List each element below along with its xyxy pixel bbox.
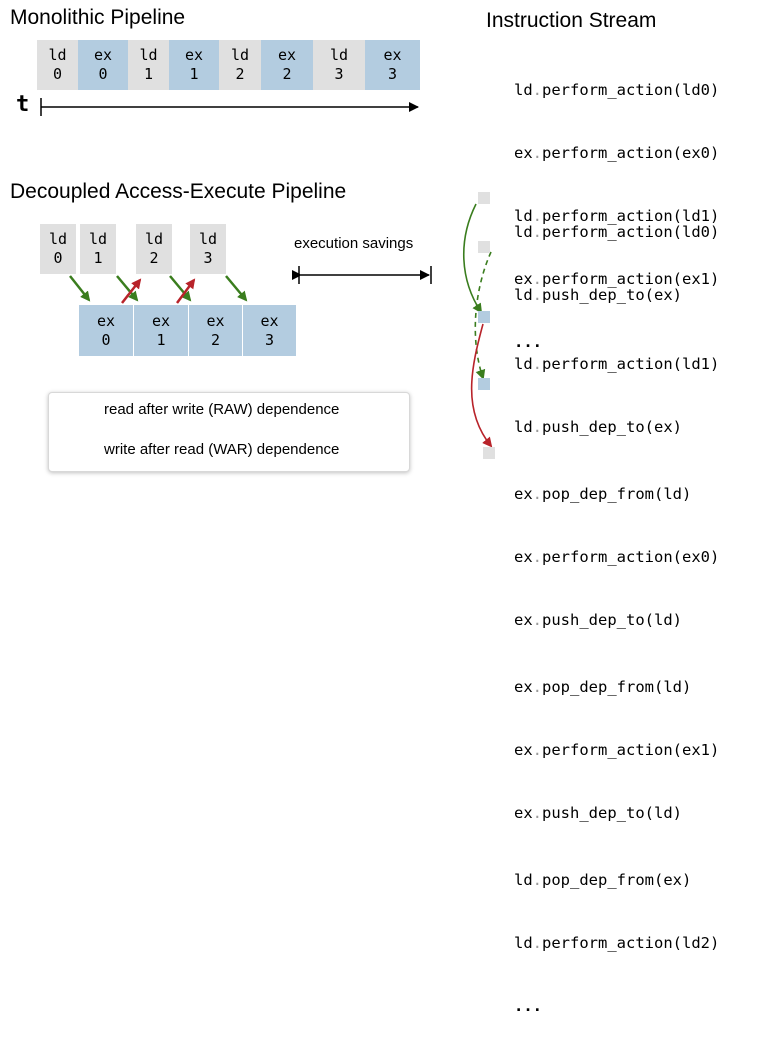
monolithic-title: Monolithic Pipeline [10, 6, 186, 29]
stream-line: ex.perform_action(ex0) [514, 548, 720, 566]
mono-block-ld3: ld 3 [313, 40, 365, 90]
stream-line: ld.push_dep_to(ex) [514, 286, 682, 304]
dae-block-ld0: ld 0 [40, 224, 76, 274]
mono-block-ex2: ex 2 [261, 40, 313, 90]
mono-block-ld2: ld 2 [219, 40, 261, 90]
decoupled-title: Decoupled Access-Execute Pipeline [10, 180, 347, 203]
execution-savings-label: execution savings [294, 235, 414, 252]
stream-ellipsis: ... [514, 333, 542, 351]
stream-marker-ld [478, 192, 490, 204]
execution-savings-arrow [299, 266, 431, 284]
mono-block-ex1: ex 1 [169, 40, 219, 90]
stream-marker-ld [483, 447, 495, 459]
stream-line: ex.push_dep_to(ld) [514, 804, 682, 822]
stream-line: ex.perform_action(ex0) [514, 144, 720, 162]
stream-line: ld.perform_action(ld0) [514, 81, 720, 99]
stream-line: ex.pop_dep_from(ld) [514, 485, 692, 503]
instruction-stream-decoupled [514, 180, 719, 1038]
mono-block-ex3: ex 3 [365, 40, 420, 90]
time-axis-arrow [41, 98, 418, 116]
stream-line: ld.pop_dep_from(ex) [514, 871, 692, 889]
legend-war-label: write after read (WAR) dependence [104, 441, 340, 458]
mono-block-ld1: ld 1 [128, 40, 169, 90]
dae-block-ld3: ld 3 [190, 224, 226, 274]
stream-line: ex.push_dep_to(ld) [514, 611, 682, 629]
dae-block-ld2: ld 2 [136, 224, 172, 274]
stream-line: ld.perform_action(ld1) [514, 355, 720, 373]
mono-block-ld0: ld 0 [37, 40, 78, 90]
stream-ellipsis: ... [514, 997, 542, 1015]
stream-line: ld.perform_action(ld1) [514, 207, 720, 225]
raw-dependence-arrows [70, 276, 246, 300]
stream-line: ld.perform_action(ld2) [514, 934, 720, 952]
stream-line: ld.perform_action(ld0) [514, 223, 720, 241]
stream-line: ex.perform_action(ex1) [514, 741, 720, 759]
stream-line: ld.push_dep_to(ex) [514, 418, 682, 436]
time-axis-label: t [16, 92, 30, 117]
stream-line: ex.pop_dep_from(ld) [514, 678, 692, 696]
stream-line: ex.perform_action(ex1) [514, 270, 720, 288]
stream-marker-ex [478, 311, 490, 323]
mono-block-ex0: ex 0 [78, 40, 128, 90]
dae-block-ex1: ex 1 [134, 305, 188, 356]
dae-block-ex0: ex 0 [79, 305, 133, 356]
stream-marker-ex [478, 378, 490, 390]
dae-block-ex2: ex 2 [189, 305, 242, 356]
legend-raw-label: read after write (RAW) dependence [104, 401, 340, 418]
dae-block-ex3: ex 3 [243, 305, 296, 356]
dae-block-ld1: ld 1 [80, 224, 116, 274]
stream-marker-ld [478, 241, 490, 253]
instruction-stream-title: Instruction Stream [486, 9, 657, 32]
